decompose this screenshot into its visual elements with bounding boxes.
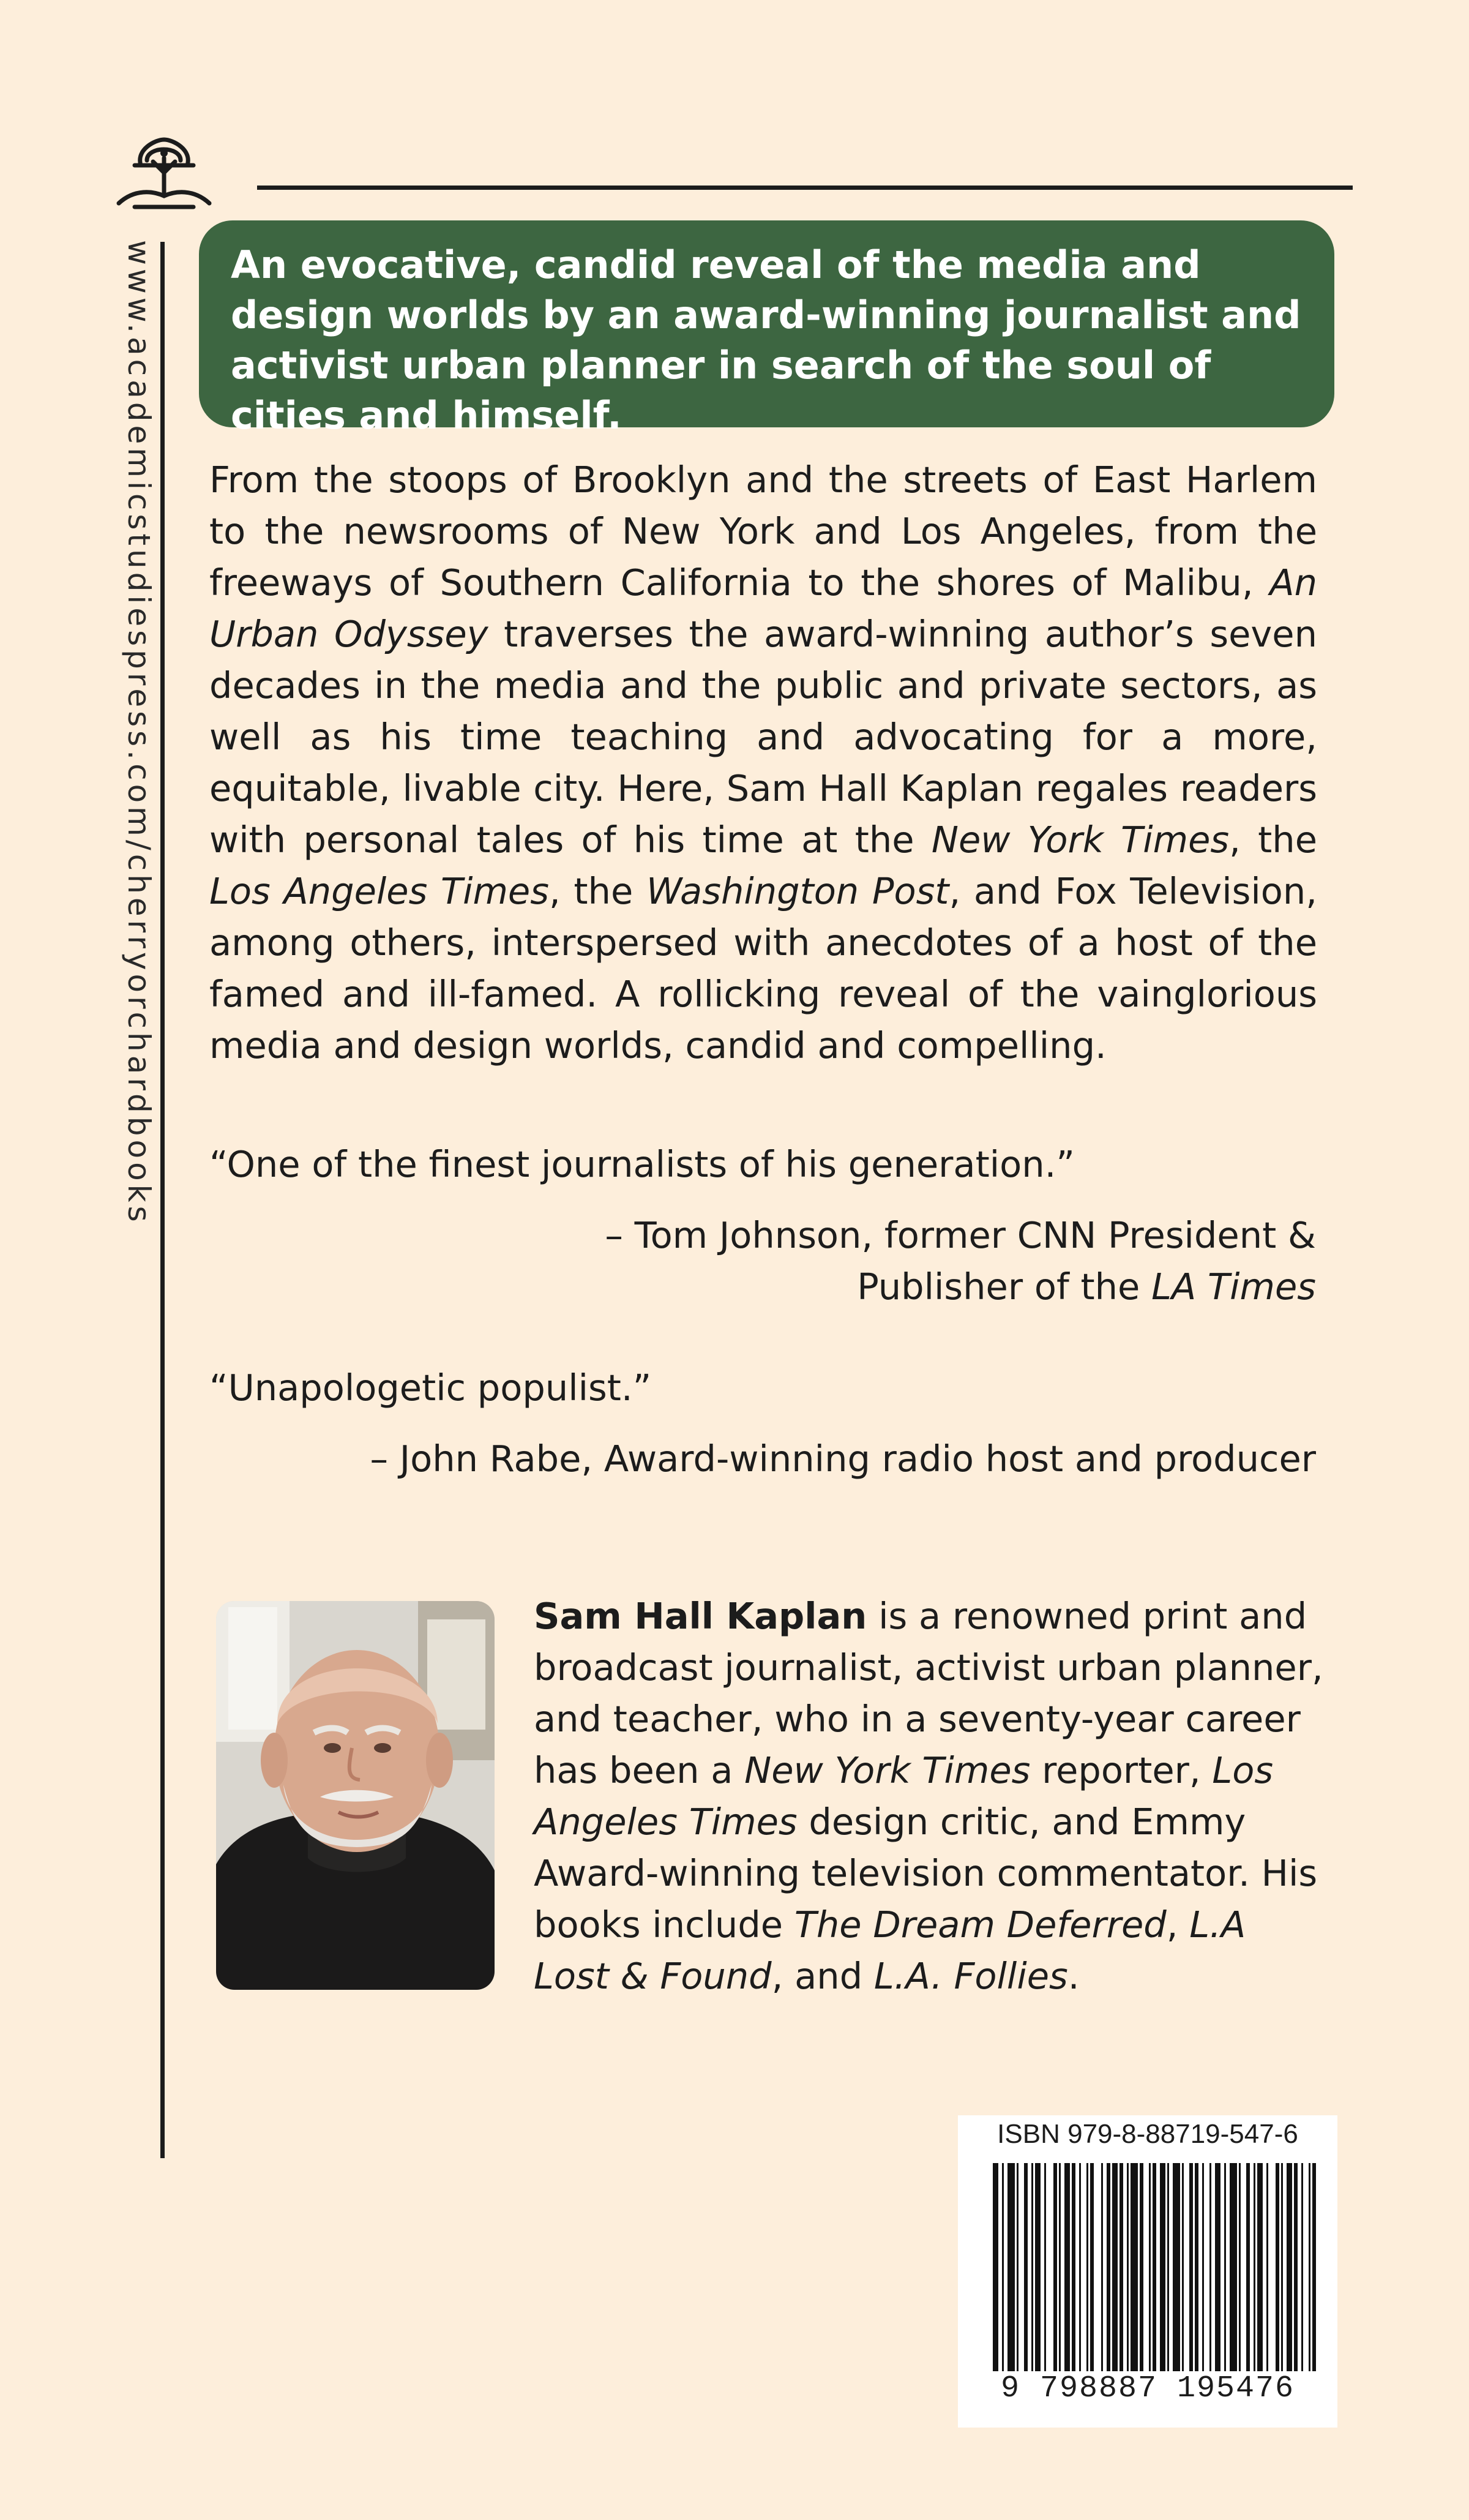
barcode-bar <box>1153 2163 1156 2371</box>
quote-2-attribution: – John Rabe, Award-winning radio host and producer <box>370 1438 1316 1480</box>
tree-logo-icon <box>110 135 217 214</box>
barcode-bar <box>1224 2163 1226 2371</box>
barcode-bar <box>1072 2163 1075 2371</box>
barcode-bar <box>1044 2163 1046 2371</box>
barcode-bar <box>1140 2163 1143 2371</box>
author-photo <box>216 1601 495 1990</box>
barcode-bar <box>1120 2163 1123 2371</box>
barcode-bar <box>1276 2163 1279 2371</box>
barcode-bar <box>993 2163 998 2371</box>
barcode-bar <box>1239 2163 1241 2371</box>
barcode-bar <box>1017 2163 1019 2371</box>
barcode-bar <box>1230 2163 1237 2371</box>
quote-1: “One of the finest journalists of his generation.” <box>209 1143 1075 1185</box>
barcode-bar <box>1182 2163 1184 2371</box>
barcode-bar <box>1215 2163 1220 2371</box>
barcode-bar <box>1173 2163 1180 2371</box>
isbn-digits: 9 798887 195476 <box>1000 2371 1295 2406</box>
barcode-bar <box>1002 2163 1004 2371</box>
barcode-bar <box>1254 2163 1255 2371</box>
barcode-bar <box>1064 2163 1070 2371</box>
barcode-bar <box>1189 2163 1193 2371</box>
barcode-bar <box>1101 2163 1103 2371</box>
publisher-url[interactable]: www.academicstudiespress.com/cherryorchardbooks <box>121 240 157 1226</box>
side-rule <box>160 242 165 2158</box>
quote-2: “Unapologetic populist.” <box>209 1367 652 1409</box>
author-bio: Sam Hall Kaplan is a renowned print and broadcast journalist, activist urban planner, and teacher, who in a seventy-year career has been a New York Times reporter, Los Angeles Times design critic, and Emmy Award-winning television commentator. His books include The Dream Deferred, L.A Lost & Found, and L.A. Follies. <box>534 1595 1323 1997</box>
barcode-bar <box>1266 2163 1268 2371</box>
barcode-bar <box>1257 2163 1263 2371</box>
barcode-bar <box>1287 2163 1292 2371</box>
barcode-bar <box>1294 2163 1298 2371</box>
barcode-bar <box>1059 2163 1061 2371</box>
barcode-bar <box>1112 2163 1118 2371</box>
barcode-bar <box>1167 2163 1169 2371</box>
barcode-bar <box>1301 2163 1303 2371</box>
barcode-bar <box>1195 2163 1198 2371</box>
barcode-bar <box>1160 2163 1165 2371</box>
book-blurb: From the stoops of Brooklyn and the streets of East Harlem to the newsrooms of New York and Los Angeles, from the freeways of Southern California to the shores of Malibu, An Urban Odyssey traverses the award-winning author’s seven decades in the media and the public and private sectors, as well as his time teaching and advocating for a more, equitable, livable city. Here, Sam Hall Kaplan regales readers with personal tales of his time at the New York Times, the Los Angeles Times, the Washington Post, and Fox Television, among others, interspersed with anecdotes of a host of the famed and ill-famed. A rollicking reveal of the vainglorious media and design worlds, candid and compelling. <box>209 459 1318 1067</box>
barcode-bar <box>1024 2163 1028 2371</box>
barcode-bar <box>1246 2163 1250 2371</box>
isbn-barcode <box>958 2115 1337 2428</box>
barcode-bar <box>1007 2163 1015 2371</box>
barcode-bar <box>1031 2163 1033 2371</box>
barcode-bar <box>1209 2163 1211 2371</box>
barcode-bar <box>1035 2163 1041 2371</box>
barcode-bar <box>1090 2163 1094 2371</box>
barcode-bar <box>1053 2163 1057 2371</box>
barcode-bar <box>1281 2163 1283 2371</box>
barcode-bar <box>1312 2163 1316 2371</box>
barcode-bar <box>1131 2163 1138 2371</box>
barcode-bar <box>1079 2163 1081 2371</box>
barcode-bars <box>993 2163 1323 2371</box>
barcode-bar <box>1309 2163 1310 2371</box>
top-rule <box>257 186 1353 190</box>
barcode-bar <box>1127 2163 1129 2371</box>
isbn-label: ISBN 979-8-88719-547-6 <box>997 2119 1298 2149</box>
quote-1-attribution: – Tom Johnson, former CNN President & Publisher of the LA Times <box>605 1214 1316 1308</box>
barcode-bar <box>1149 2163 1151 2371</box>
tagline-box: An evocative, candid reveal of the media and design worlds by an award-winning journalist and activist urban planner in search of the soul of cities and himself. <box>199 220 1334 427</box>
barcode-bar <box>1107 2163 1110 2371</box>
barcode-bar <box>1086 2163 1088 2371</box>
barcode-bar <box>1202 2163 1204 2371</box>
